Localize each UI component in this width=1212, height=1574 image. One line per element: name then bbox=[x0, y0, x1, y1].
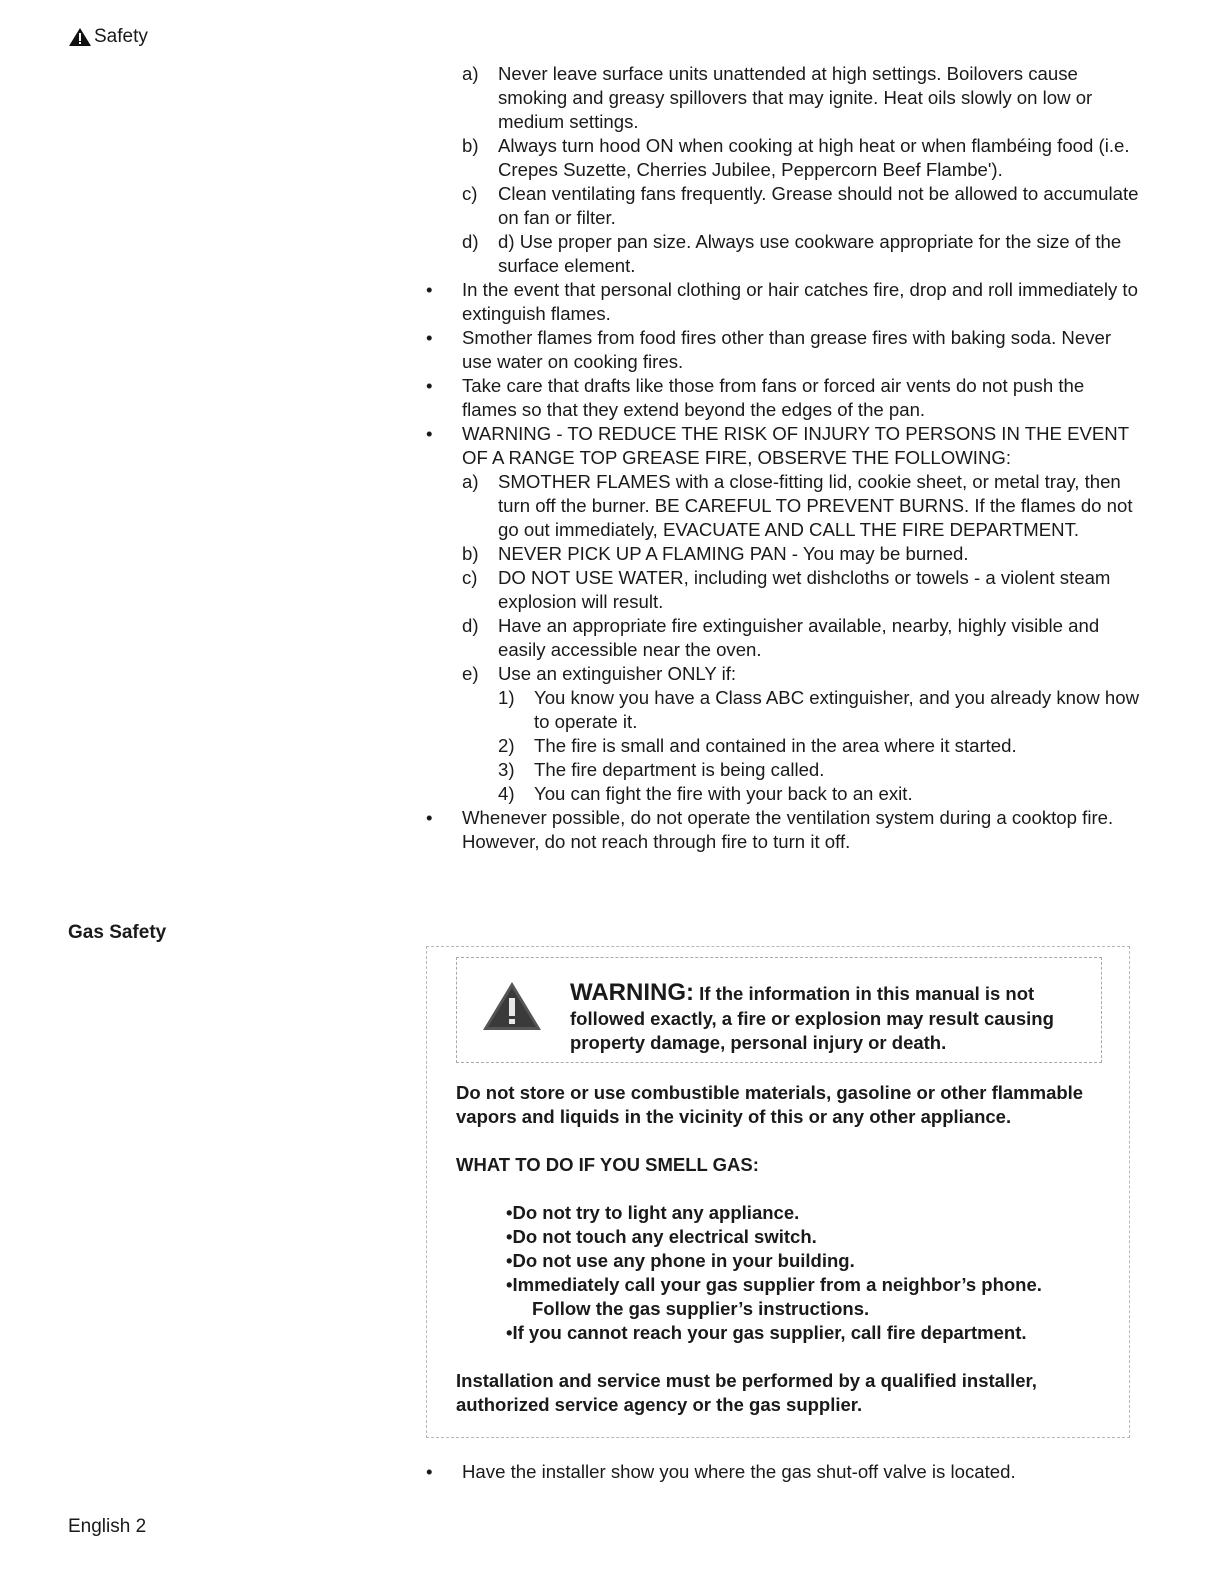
sub-list-marker: 1) bbox=[498, 687, 515, 708]
list-item bbox=[424, 662, 1144, 686]
page-header bbox=[68, 26, 148, 48]
list-text: Never leave surface units unattended at high settings. Boilovers cause smoking and greasy spillovers that may ignite. Heat oils slowly on low or medium settings. bbox=[498, 63, 1093, 132]
list-item: •Do not use any phone in your building. bbox=[506, 1250, 855, 1271]
list-marker: a) bbox=[462, 471, 479, 492]
bullet-marker: • bbox=[426, 1461, 433, 1482]
sub-list-text: The fire department is being called. bbox=[534, 759, 825, 780]
warning-message bbox=[570, 981, 1090, 1056]
list-item: •If you cannot reach your gas supplier, call fire department. bbox=[506, 1322, 1027, 1343]
list-marker: c) bbox=[462, 183, 478, 204]
bullet-marker: • bbox=[426, 279, 433, 300]
list-text: Have an appropriate fire extinguisher available, nearby, highly visible and easily accessible near the oven. bbox=[498, 615, 1100, 660]
list-text: Use an extinguisher ONLY if: bbox=[498, 663, 737, 684]
installation-note: Installation and service must be performed by a qualified installer, authorized service agency or the gas supplier. bbox=[456, 1370, 1037, 1415]
bullet-item bbox=[424, 374, 1144, 422]
gas-safety-heading: Gas Safety bbox=[68, 922, 167, 943]
list-item bbox=[424, 566, 1144, 614]
gas-warning-box bbox=[426, 946, 1130, 1438]
sub-list-item bbox=[424, 782, 1144, 806]
list-item bbox=[424, 230, 1144, 278]
list-text: Clean ventilating fans frequently. Grease should not be allowed to accumulate on fan or filter. bbox=[498, 183, 1139, 228]
main-content bbox=[424, 62, 1144, 854]
list-item: •Immediately call your gas supplier from a neighbor’s phone. bbox=[506, 1274, 1042, 1295]
bullet-text: Whenever possible, do not operate the ventilation system during a cooktop fire. However, do not reach through fire to turn it off. bbox=[462, 807, 1114, 852]
sub-list-marker: 4) bbox=[498, 783, 515, 804]
sub-list-item bbox=[424, 686, 1144, 734]
bullet-text: WARNING - TO REDUCE THE RISK OF INJURY TO PERSONS IN THE EVENT OF A RANGE TOP GREASE FIRE, OBSERVE THE FOLLOWING: bbox=[462, 423, 1129, 468]
list-item-continuation: Follow the gas supplier’s instructions. bbox=[532, 1298, 870, 1319]
bullet-text: In the event that personal clothing or hair catches fire, drop and roll immediately to extinguish flames. bbox=[462, 279, 1138, 324]
bullet-marker: • bbox=[426, 423, 433, 444]
list-item bbox=[424, 62, 1144, 134]
list-item bbox=[424, 542, 1144, 566]
sub-list-item bbox=[424, 758, 1144, 782]
list-marker: e) bbox=[462, 663, 479, 684]
header-title: Safety bbox=[94, 26, 148, 47]
list-item: •Do not touch any electrical switch. bbox=[506, 1226, 817, 1247]
bullet-marker: • bbox=[426, 807, 433, 828]
gas-warning-body bbox=[456, 1081, 1116, 1417]
list-marker: d) bbox=[462, 231, 479, 252]
sub-list-item bbox=[424, 734, 1144, 758]
list-item bbox=[424, 614, 1144, 662]
warning-text: If the information in this manual is not followed exactly, a fire or explosion may result causing property damage, personal injury or death. bbox=[570, 983, 1054, 1053]
list-text: DO NOT USE WATER, including wet dishcloths or towels - a violent steam explosion will result. bbox=[498, 567, 1111, 612]
list-marker: d) bbox=[462, 615, 479, 636]
sub-list-text: The fire is small and contained in the area where it started. bbox=[534, 735, 1017, 756]
bullet-marker: • bbox=[426, 327, 433, 348]
smell-gas-heading: WHAT TO DO IF YOU SMELL GAS: bbox=[456, 1154, 759, 1175]
sub-list-text: You know you have a Class ABC extinguisher, and you already know how to operate it. bbox=[534, 687, 1140, 732]
list-item bbox=[424, 134, 1144, 182]
list-marker: b) bbox=[462, 543, 479, 564]
bullet-item bbox=[424, 278, 1144, 326]
list-text: NEVER PICK UP A FLAMING PAN - You may be burned. bbox=[498, 543, 969, 564]
list-marker: b) bbox=[462, 135, 479, 156]
list-marker: a) bbox=[462, 63, 479, 84]
storage-warning: Do not store or use combustible materials, gasoline or other flammable vapors and liquids in the vicinity of this or any other appliance. bbox=[456, 1082, 1084, 1127]
list-marker: c) bbox=[462, 567, 478, 588]
bullet-item bbox=[424, 1460, 1144, 1484]
warning-triangle-icon bbox=[481, 980, 543, 1032]
bullet-marker: • bbox=[426, 375, 433, 396]
warning-label: WARNING: bbox=[570, 979, 694, 1006]
warning-triangle-icon bbox=[68, 27, 92, 47]
sub-list-marker: 2) bbox=[498, 735, 515, 756]
sub-list-marker: 3) bbox=[498, 759, 515, 780]
list-text: d) Use proper pan size. Always use cookware appropriate for the size of the surface element. bbox=[498, 231, 1122, 276]
bullet-item bbox=[424, 422, 1144, 470]
bullet-item bbox=[424, 326, 1144, 374]
bullet-text: Take care that drafts like those from fans or forced air vents do not push the flames so that they extend beyond the edges of the pan. bbox=[462, 375, 1085, 420]
sub-list-text: You can fight the fire with your back to an exit. bbox=[534, 783, 913, 804]
bullet-item bbox=[424, 806, 1144, 854]
list-item: •Do not try to light any appliance. bbox=[506, 1202, 800, 1223]
list-text: Always turn hood ON when cooking at high heat or when flambéing food (i.e. Crepes Suzette, Cherries Jubilee, Peppercorn Beef Flambe'). bbox=[498, 135, 1130, 180]
bullet-text: Smother flames from food fires other than grease fires with baking soda. Never use water on cooking fires. bbox=[462, 327, 1112, 372]
page-number: English 2 bbox=[68, 1516, 147, 1537]
list-item bbox=[424, 470, 1144, 542]
bullet-text: Have the installer show you where the gas shut-off valve is located. bbox=[462, 1461, 1016, 1482]
list-item bbox=[424, 182, 1144, 230]
list-text: SMOTHER FLAMES with a close-fitting lid, cookie sheet, or metal tray, then turn off the burner. BE CAREFUL TO PREVENT BURNS. If the flames do not go out immediately, EVACUATE AND CALL THE FIRE DEPARTMENT. bbox=[498, 471, 1133, 540]
warning-callout bbox=[456, 957, 1102, 1063]
